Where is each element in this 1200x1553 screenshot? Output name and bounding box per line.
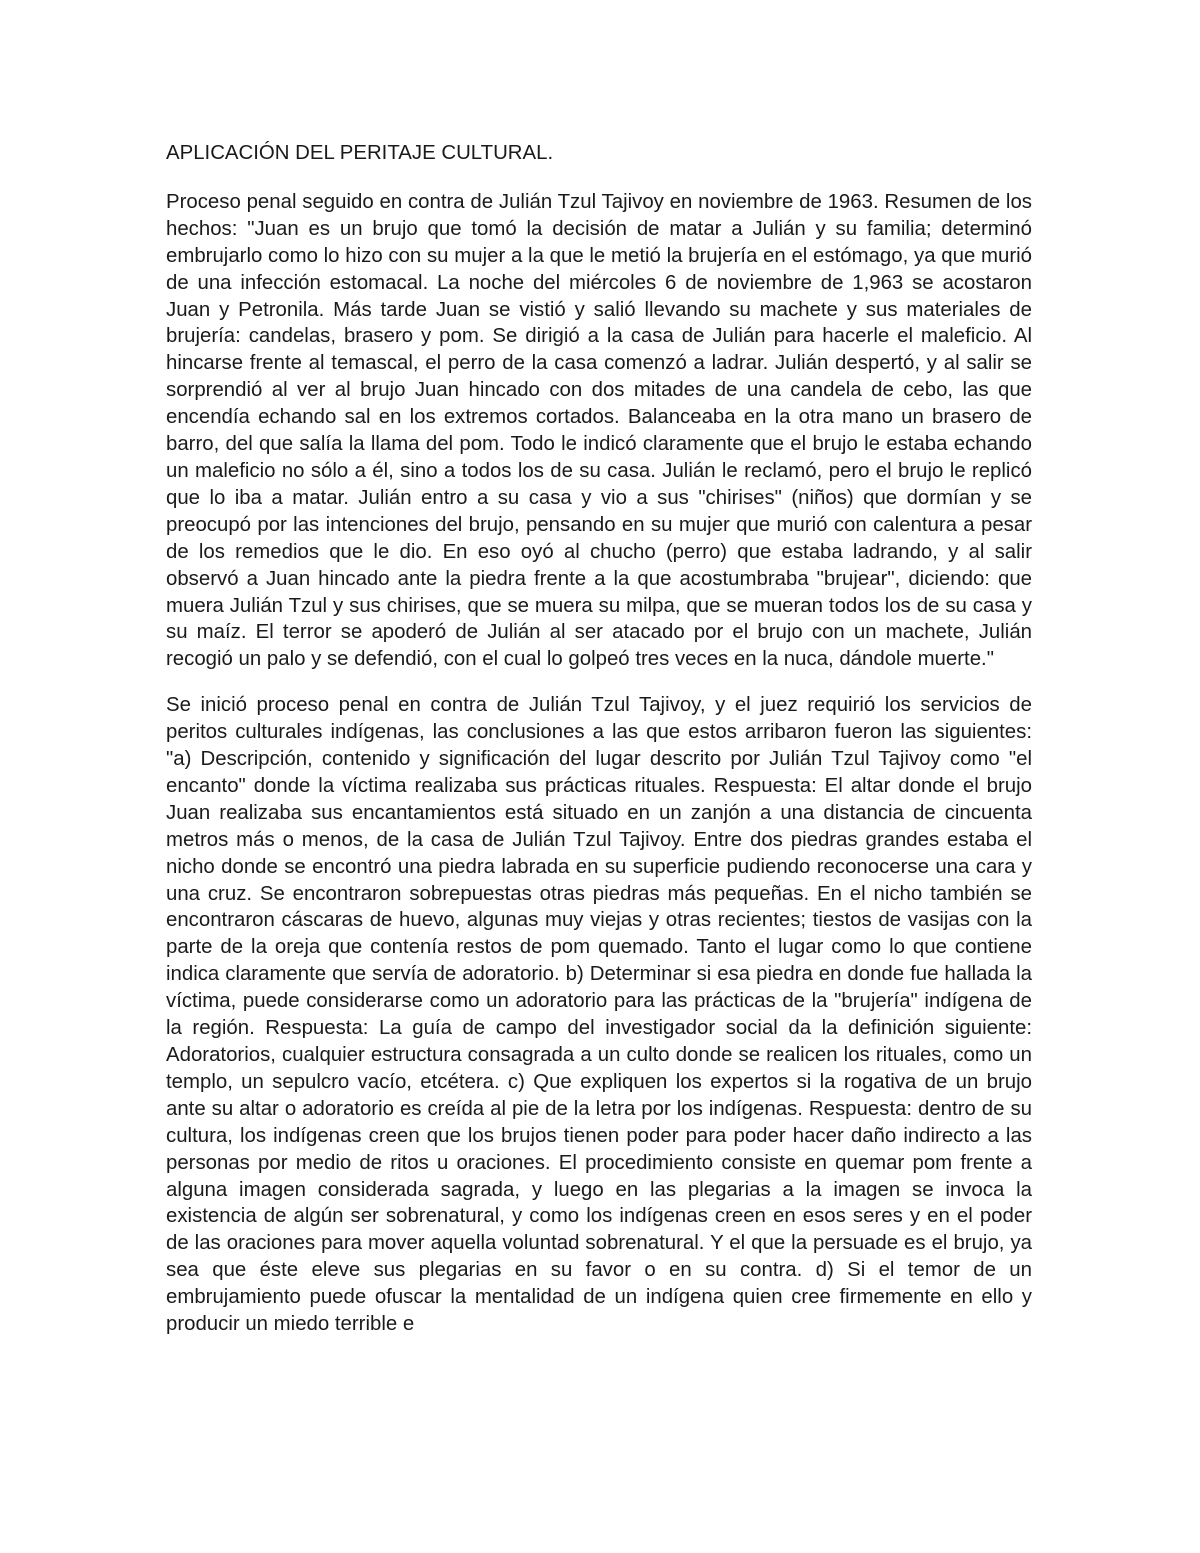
paragraph-case-summary: Proceso penal seguido en contra de Julián Tzul Tajivoy en noviembre de 1963. Resumen de los hechos: "Juan es un brujo que tomó la decisión de matar a Julián y su familia; determinó embrujarlo como lo hizo con su mujer a la que le metió la brujería en el estómago, ya que murió de una infección estomacal. La noche del miércoles 6 de noviembre de 1,963 se acostaron Juan y Petronila. Más tarde Juan se vistió y salió llevando su machete y sus materiales de brujería: candelas, brasero y pom. Se dirigió a la casa de Julián para hacerle el maleficio. Al hincarse frente al temascal, el perro de la casa comenzó a ladrar. Julián despertó, y al salir se sorprendió al ver al brujo Juan hincado con dos mitades de una candela de cebo, las que encendía echando sal en los extremos cortados. Balanceaba en la otra mano un brasero de barro, del que salía la llama del pom. Todo le indicó claramente que el brujo le estaba echando un maleficio no sólo a él, sino a todos los de su casa. Julián le reclamó, pero el brujo le replicó que lo iba a matar. Julián entro a su casa y vio a sus "chirises" (niños) que dormían y se preocupó por las intenciones del brujo, pensando en su mujer que murió con calentura a pesar de los remedios que le dio. En eso oyó al chucho (perro) que estaba ladrando, y al salir observó a Juan hincado ante la piedra frente a la que acostumbraba "brujear", diciendo: que muera Julián Tzul y sus chirises, que se muera su milpa, que se mueran todos los de su casa y su maíz. El terror se apoderó de Julián al ser atacado por el brujo con un machete, Julián recogió un palo y se defendió, con el cual lo golpeó tres veces en la nuca, dándole muerte." xyxy=(166,190,1032,671)
document-title: APLICACIÓN DEL PERITAJE CULTURAL. xyxy=(166,142,554,164)
paragraph-expert-conclusions: Se inició proceso penal en contra de Julián Tzul Tajivoy, y el juez requirió los servicios de peritos culturales indígenas, las conclusiones a las que estos arribaron fueron las siguientes: "a) Descripción, contenido y significación del lugar descrito por Julián Tzul Tajivoy como "el encanto" donde la víctima realizaba sus prácticas rituales. Respuesta: El altar donde el brujo Juan realizaba sus encantamientos está situado en un zanjón a una distancia de cincuenta metros más o menos, de la casa de Julián Tzul Tajivoy. Entre dos piedras grandes estaba el nicho donde se encontró una piedra labrada en su superficie pudiendo reconocerse una cara y una cruz. Se encontraron sobrepuestas otras piedras más pequeñas. En el nicho también se encontraron cáscaras de huevo, algunas muy viejas y otras recientes; tiestos de vasijas con la parte de la oreja que contenía restos de pom quemado. Tanto el lugar como lo que contiene indica claramente que servía de adoratorio. b) Determinar si esa piedra en donde fue hallada la víctima, puede considerarse como un adoratorio para las prácticas de la "brujería" indígena de la región. Respuesta: La guía de campo del investigador social da la definición siguiente: Adoratorios, cualquier estructura consagrada a un culto donde se realicen los rituales, como un templo, un sepulcro vacío, etcétera. c) Que expliquen los expertos si la rogativa de un brujo ante su altar o adoratorio es creída al pie de la letra por los indígenas. Respuesta: dentro de su cultura, los indígenas creen que los brujos tienen poder para poder hacer daño indirecto a las personas por medio de ritos u oraciones. El procedimiento consiste en quemar pom frente a alguna imagen considerada sagrada, y luego en las plegarias a la imagen se invoca la existencia de algún ser sobrenatural, y como los indígenas creen en esos seres y en el poder de las oraciones para mover aquella voluntad sobrenatural. Y el que la persuade es el brujo, ya sea que éste eleve sus plegarias en su favor o en su contra. d) Si el temor de un embrujamiento puede ofuscar la mentalidad de un indígena quien cree firmemente en ello y producir un miedo terrible e xyxy=(166,694,1032,1336)
document-body xyxy=(166,140,1032,1357)
